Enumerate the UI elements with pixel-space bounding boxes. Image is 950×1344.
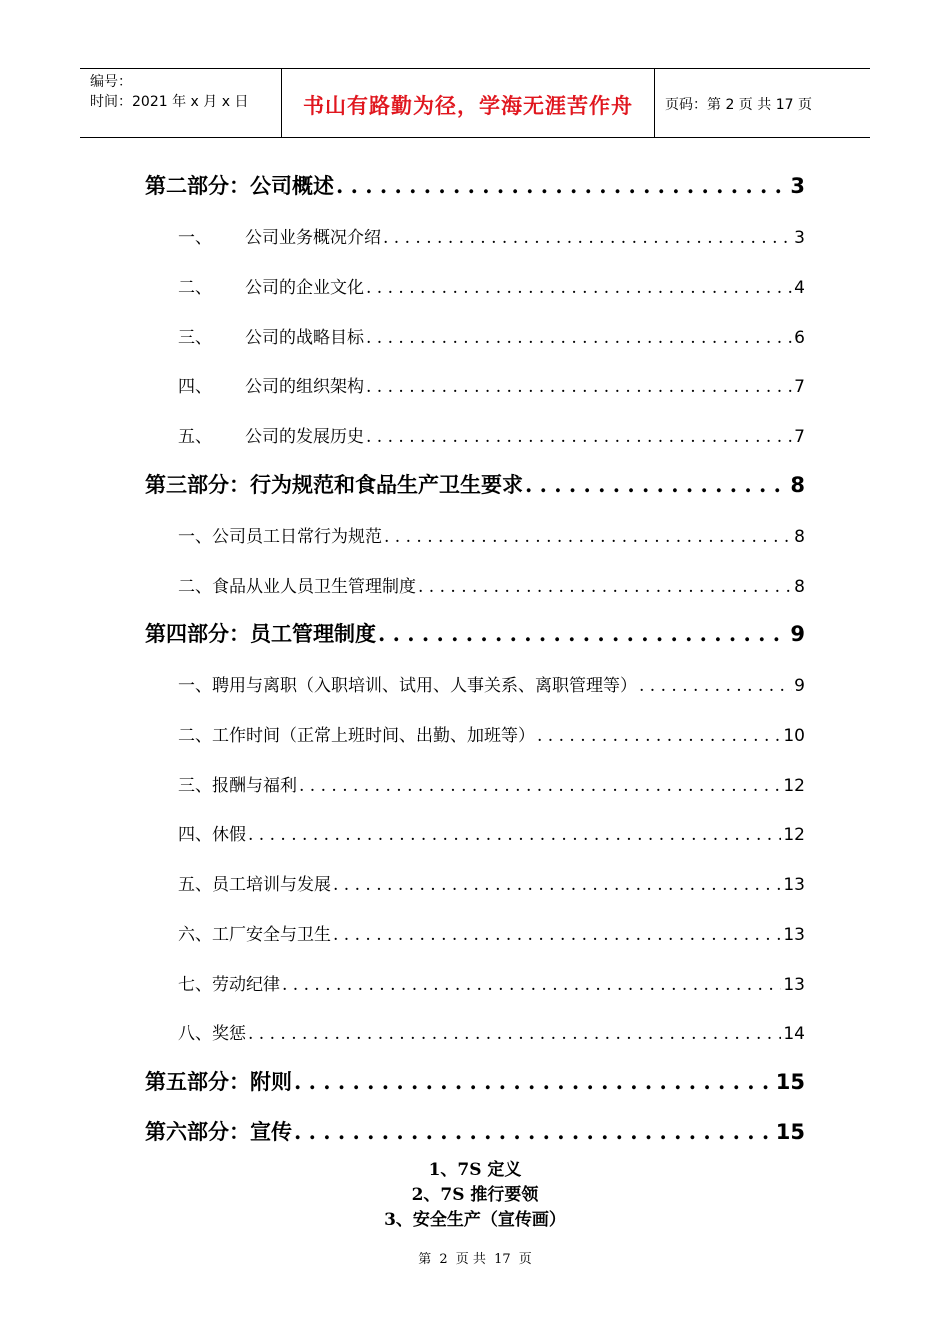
header-motto-cell [282, 69, 655, 137]
toc-entry-page: 9 [790, 622, 805, 646]
toc-entry-page: 9 [794, 676, 805, 696]
time-label: 时间：2021 年 x 月 x 日 [90, 94, 249, 110]
footer-total: 17 [494, 1252, 511, 1267]
toc-entry-page: 7 [794, 427, 805, 447]
toc-entry-page: 6 [794, 328, 805, 348]
page-footer [0, 1248, 950, 1267]
toc-leader-dots [383, 228, 792, 248]
appendix-item: 3、安全生产（宣传画） [384, 1210, 566, 1230]
motto: 书山有路勤为径，学海无涯苦作舟 [303, 93, 633, 118]
serial-label: 编号： [90, 74, 132, 90]
toc-entry[interactable] [145, 170, 805, 200]
toc-entry-title: 第二部分：公司概述 [145, 173, 334, 198]
toc-entry-number: 一、 [178, 228, 212, 248]
toc-entry[interactable] [145, 618, 805, 648]
header-info-cell [80, 69, 282, 137]
toc-entry-number: 二、 [178, 278, 212, 298]
appendix-item: 2、7S 推行要领 [411, 1185, 539, 1205]
toc-leader-dots [366, 328, 792, 348]
toc-entry-title: 公司的战略目标 [245, 328, 364, 348]
toc-leader-dots [366, 377, 792, 397]
toc-entry[interactable] [178, 1019, 805, 1044]
toc-entry-title: 五、员工培训与发展 [178, 875, 331, 895]
toc-leader-dots [378, 621, 788, 646]
toc-leader-dots [299, 776, 781, 796]
toc-leader-dots [294, 1119, 774, 1144]
toc-entry-title: 公司业务概况介绍 [245, 228, 381, 248]
toc-entry-number: 四、 [178, 377, 212, 397]
toc-entry-page: 14 [783, 1024, 805, 1044]
toc-entry[interactable] [178, 721, 805, 746]
toc-leader-dots [282, 975, 781, 995]
toc-entry[interactable] [178, 372, 805, 397]
toc-entry-page: 7 [794, 377, 805, 397]
toc-entry-title: 一、公司员工日常行为规范 [178, 527, 382, 547]
toc-leader-dots [525, 472, 788, 497]
header-page-cell [655, 69, 870, 137]
toc-entry-page: 12 [783, 776, 805, 796]
toc-entry-title: 八、奖惩 [178, 1024, 246, 1044]
toc-entry-title: 第三部分：行为规范和食品生产卫生要求 [145, 472, 523, 497]
toc-entry[interactable] [178, 572, 805, 597]
toc-entry-page: 8 [794, 577, 805, 597]
toc-entry-page: 15 [775, 1070, 805, 1094]
toc-leader-dots [418, 577, 792, 597]
toc-leader-dots [333, 925, 781, 945]
toc-entry[interactable] [145, 1066, 805, 1096]
toc-entry-page: 15 [775, 1120, 805, 1144]
toc-entry-title: 二、食品从业人员卫生管理制度 [178, 577, 416, 597]
toc-entry[interactable] [178, 273, 805, 298]
toc-entry-page: 3 [794, 228, 805, 248]
toc-entry-title: 公司的组织架构 [245, 377, 364, 397]
footer-page: 2 [439, 1252, 448, 1267]
toc-entry-page: 3 [790, 174, 805, 198]
toc-leader-dots [248, 1024, 781, 1044]
toc-leader-dots [336, 173, 788, 198]
toc-entry-title: 四、休假 [178, 825, 246, 845]
toc-entry-title: 三、报酬与福利 [178, 776, 297, 796]
toc-entry-page: 8 [790, 473, 805, 497]
toc-entry-page: 13 [783, 975, 805, 995]
footer-mid: 页 共 [455, 1252, 486, 1267]
toc-leader-dots [384, 527, 792, 547]
footer-prefix: 第 [418, 1252, 432, 1267]
toc-entry[interactable] [178, 771, 805, 796]
toc-entry-page: 10 [783, 726, 805, 746]
toc-leader-dots [294, 1069, 774, 1094]
toc-entry-title: 公司的企业文化 [245, 278, 364, 298]
toc-entry-title: 第四部分：员工管理制度 [145, 621, 376, 646]
toc-entry-page: 8 [794, 527, 805, 547]
toc-entry-title: 第五部分：附则 [145, 1069, 292, 1094]
toc-leader-dots [366, 278, 792, 298]
toc-leader-dots [333, 875, 781, 895]
toc-leader-dots [537, 726, 781, 746]
toc-entry-title: 第六部分：宣传 [145, 1119, 292, 1144]
toc-entry-page: 4 [794, 278, 805, 298]
toc-entry-title: 七、劳动纪律 [178, 975, 280, 995]
toc-entry[interactable] [178, 422, 805, 447]
toc-entry[interactable] [178, 870, 805, 895]
toc-entry-title: 公司的发展历史 [245, 427, 364, 447]
toc-entry[interactable] [178, 223, 805, 248]
toc-entry[interactable] [145, 469, 805, 499]
appendix-item: 1、7S 定义 [428, 1160, 522, 1180]
toc-entry-page: 13 [783, 925, 805, 945]
toc-entry-page: 12 [783, 825, 805, 845]
toc-entry-page: 13 [783, 875, 805, 895]
toc-entry-title: 一、聘用与离职（入职培训、试用、人事关系、离职管理等） [178, 676, 637, 696]
toc-entry-title: 六、工厂安全与卫生 [178, 925, 331, 945]
toc-entry-number: 五、 [178, 427, 212, 447]
page-header [80, 68, 870, 138]
toc-entry-number: 三、 [178, 328, 212, 348]
toc-leader-dots [639, 676, 792, 696]
footer-suffix: 页 [518, 1252, 532, 1267]
toc-leader-dots [248, 825, 781, 845]
toc-entry-title: 二、工作时间（正常上班时间、出勤、加班等） [178, 726, 535, 746]
page-label: 页码：第 2 页 共 17 页 [665, 97, 812, 113]
toc-entry[interactable] [145, 1116, 805, 1146]
toc-entry[interactable] [178, 323, 805, 348]
toc-leader-dots [366, 427, 792, 447]
toc-entry[interactable] [178, 820, 805, 845]
toc-entry[interactable] [178, 522, 805, 547]
toc-entry[interactable] [178, 920, 805, 945]
toc-entry[interactable] [178, 970, 805, 995]
toc-entry[interactable] [178, 671, 805, 696]
